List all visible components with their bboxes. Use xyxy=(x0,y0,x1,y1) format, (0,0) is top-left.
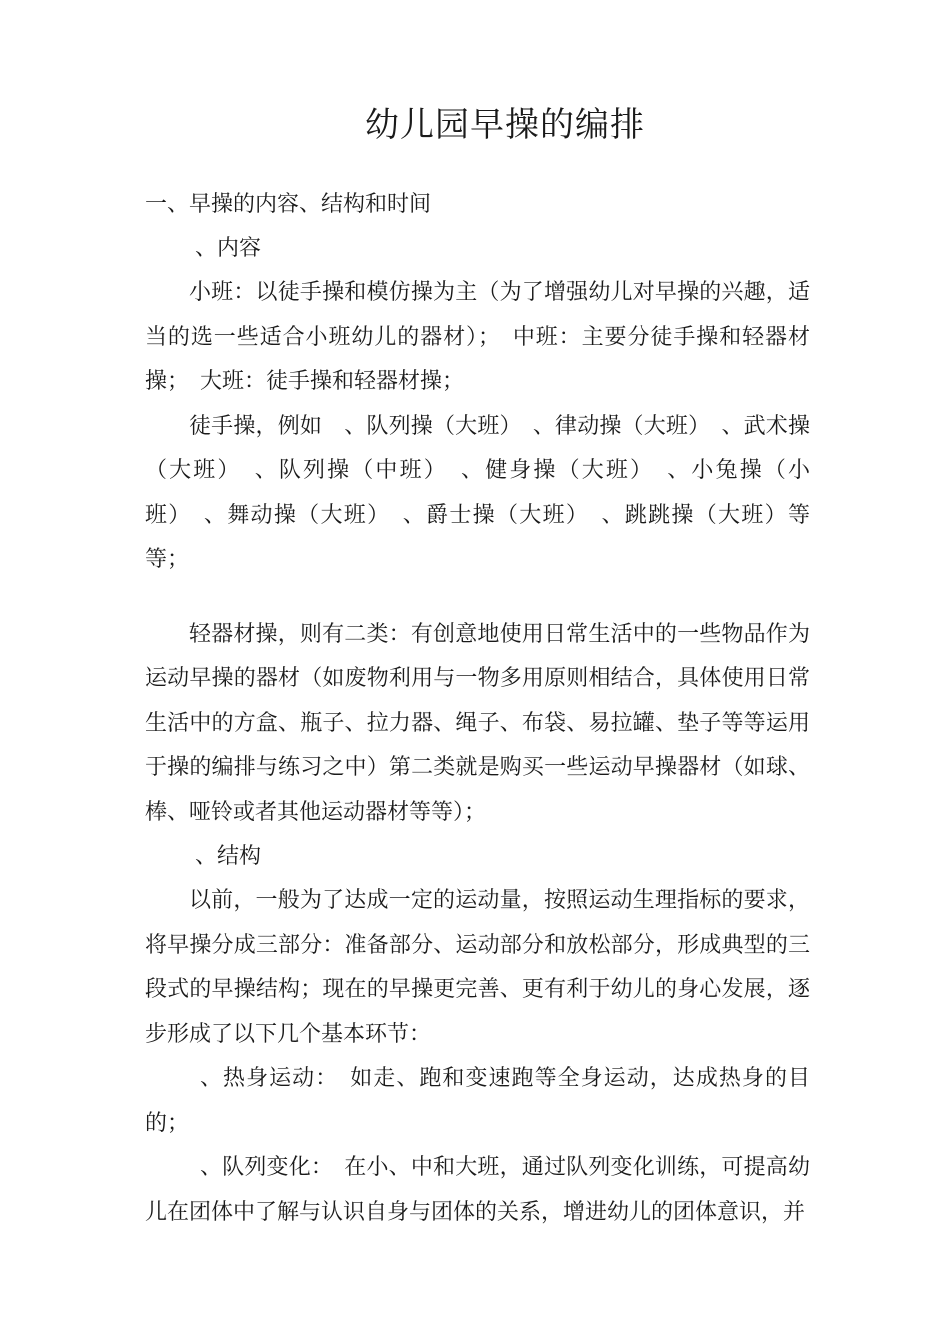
paragraph-freehand-exercises: 徒手操，例如 、队列操（大班） 、律动操（大班） 、武术操（大班） 、队列操（中班） 、健身操（大班） 、小兔操（小班） 、舞动操（大班） 、爵士操（大班） 、跳跳操（大班）等等； xyxy=(145,413,810,572)
paragraph-structure: 以前，一般为了达成一定的运动量，按照运动生理指标的要求，将早操分成三部分：准备部分、运动部分和放松部分，形成典型的三段式的早操结构；现在的早操更完善、更有利于幼儿的身心发展，逐步形成了以下几个基本环节： xyxy=(145,888,810,1047)
subsection-heading-content: 、内容 xyxy=(195,236,262,261)
page-title: 幼儿园早操的编排 xyxy=(365,105,645,145)
paragraph-class-levels: 小班：以徒手操和模仿操为主（为了增强幼儿对早操的兴趣，适当的选一些适合小班幼儿的器材）； 中班：主要分徒手操和轻器材操； 大班：徒手操和轻器材操； xyxy=(145,280,810,394)
subsection-heading-structure: 、结构 xyxy=(195,844,262,869)
paragraph-gap xyxy=(145,583,810,613)
list-item-warmup: 、热身运动： 如走、跑和变速跑等全身运动，达成热身的目的； xyxy=(145,1066,810,1136)
section-heading: 一、早操的内容、结构和时间 xyxy=(145,192,432,217)
paragraph-light-equipment: 轻器材操，则有二类：有创意地使用日常生活中的一些物品作为运动早操的器材（如废物利用与一物多用原则相结合，具体使用日常生活中的方盒、瓶子、拉力器、绳子、布袋、易拉罐、垫子等等运用于操的编排与练习之中）第二类就是购买一些运动早操器材（如球、棒、哑铃或者其他运动器材等等）； xyxy=(145,621,810,825)
document-body xyxy=(145,183,810,1235)
list-item-formation: 、队列变化： 在小、中和大班，通过队列变化训练，可提高幼儿在团体中了解与认识自身与团体的关系，增进幼儿的团体意识，并 xyxy=(145,1155,810,1225)
